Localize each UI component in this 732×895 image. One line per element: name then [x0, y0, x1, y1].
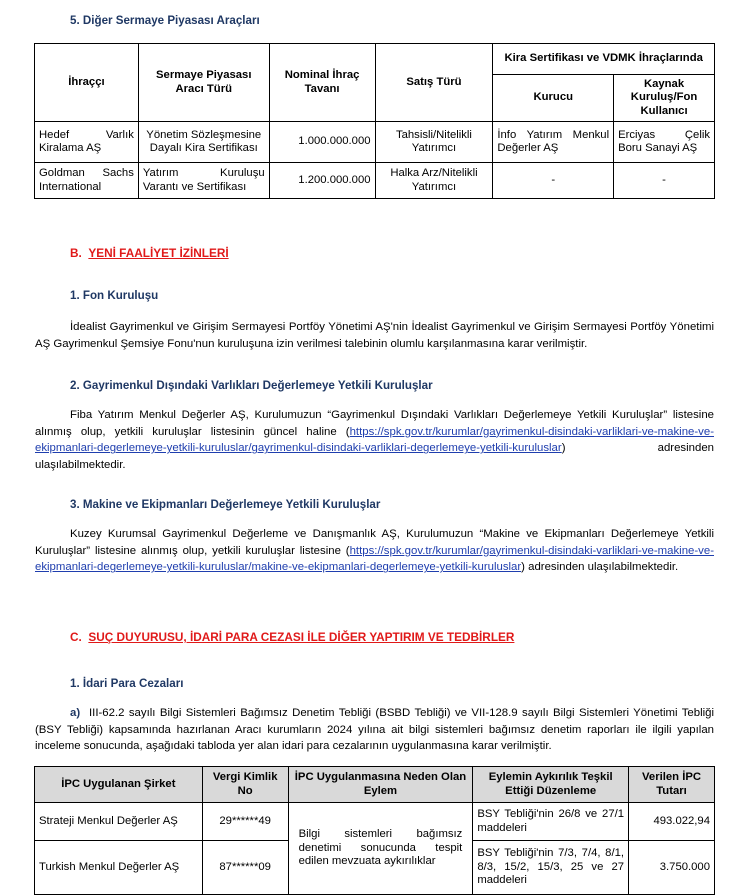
section-b-title: YENİ FAALİYET İZİNLERİ: [88, 246, 229, 260]
cell-instrument: Yönetim Sözleşmesine Dayalı Kira Sertifikası: [138, 122, 269, 163]
cell-founder: İnfo Yatırım Menkul Değerler AŞ: [493, 122, 614, 163]
header-group: Kira Sertifikası ve VDMK İhraçlarında: [493, 44, 715, 75]
cell-company: Strateji Menkul Değerler AŞ: [35, 803, 203, 841]
section-c-title: SUÇ DUYURUSU, İDARİ PARA CEZASI İLE DİĞER YAPTIRIM VE TEDBİRLER: [88, 630, 515, 644]
header-instrument: Sermaye Piyasası Aracı Türü: [138, 44, 269, 122]
cell-amount: 493.022,94: [629, 803, 715, 841]
cell-tax-id: 87******09: [202, 841, 288, 895]
header-amount: Verilen İPC Tutarı: [629, 767, 715, 803]
cell-amount: 3.750.000: [629, 841, 715, 895]
cell-ceiling: 1.000.000.000: [269, 122, 375, 163]
cell-founder: -: [493, 163, 614, 199]
cell-issuer: Goldman Sachs International: [35, 163, 139, 199]
cell-instrument: Yatırım Kuruluşu Varantı ve Sertifikası: [138, 163, 269, 199]
cell-tax-id: 29******49: [202, 803, 288, 841]
section-c-heading: [70, 630, 514, 644]
c1-label: a): [70, 707, 81, 719]
table-row: [35, 122, 715, 163]
cell-regulation: BSY Tebliği'nin 26/8 ve 27/1 maddeleri: [473, 803, 629, 841]
section-b-heading: [70, 246, 229, 260]
cell-sale-type: Halka Arz/Nitelikli Yatırımcı: [375, 163, 493, 199]
b3-paragraph: [35, 526, 714, 576]
b2-list-link[interactable]: https://spk.gov.tr/kurumlar/gayrimenkul-disindaki-varliklari-ve-makine-ve-ekipmanlari-degerlemeye-yetkili-kuruluslar/gayrimenkul-disindaki-varliklari-degerlemeye-yetkili-kuruluslar: [35, 425, 714, 455]
penalty-table: [34, 766, 715, 895]
cell-source: Erciyas Çelik Boru Sanayi AŞ: [614, 122, 715, 163]
cell-ceiling: 1.200.000.000: [269, 163, 375, 199]
b1-heading: 1. Fon Kuruluşu: [70, 289, 159, 302]
cell-company: Turkish Menkul Değerler AŞ: [35, 841, 203, 895]
header-ceiling: Nominal İhraç Tavanı: [269, 44, 375, 122]
b3-list-link[interactable]: https://spk.gov.tr/kurumlar/gayrimenkul-disindaki-varliklari-ve-makine-ve-ekipmanlari-degerlemeye-yetkili-kuruluslar/makine-ve-ekipmanlari-degerlemeye-yetkili-kuruluslar: [35, 544, 714, 574]
header-issuer: İhraççı: [35, 44, 139, 122]
b2-text-end: ) adresinden ulaşılabilmektedir.: [35, 442, 714, 472]
section-heading: 5. Diğer Sermaye Piyasası Araçları: [70, 14, 260, 27]
section-b-letter: B.: [70, 246, 82, 260]
header-tax-id: Vergi Kimlik No: [202, 767, 288, 803]
cell-sale-type: Tahsisli/Nitelikli Yatırımcı: [375, 122, 493, 163]
c1-heading: 1. İdari Para Cezaları: [70, 677, 184, 690]
capital-markets-table: [34, 43, 715, 199]
header-regulation: Eylemin Aykırılık Teşkil Ettiği Düzenleme: [473, 767, 629, 803]
cell-issuer: Hedef Varlık Kiralama AŞ: [35, 122, 139, 163]
b3-text: Kuzey Kurumsal Gayrimenkul Değerleme ve Danışmanlık AŞ, Kurulumuzun “Makine ve Ekipmanları Değerlemeye Yetkili Kuruluşlar” listesine alınmış olup, yetkili kuruluşlar listesine (: [35, 528, 714, 557]
table-row: [35, 803, 715, 841]
cell-regulation: BSY Tebliği'nin 7/3, 7/4, 8/1, 8/3, 15/2, 15/3, 25 ve 27 maddeleri: [473, 841, 629, 895]
b2-paragraph: [35, 407, 714, 474]
c1-text: III-62.2 sayılı Bilgi Sistemleri Bağımsız Denetim Tebliği (BSBD Tebliği) ve VII-128.9 sayılı Bilgi Sistemleri Yönetimi Tebliği (BSY Tebliği) kapsamında hazırlanan Aracı kurumların 2024 yılına ait bilgi sistemleri bağımsız denetim raporları ile ilgili yapılan inceleme sonucunda, aşağıdaki tabloda yer alan idari para cezalarının uygulanmasına karar verilmiştir.: [35, 707, 714, 753]
header-sale-type: Satış Türü: [375, 44, 493, 122]
cell-source: -: [614, 163, 715, 199]
section-c-letter: C.: [70, 630, 82, 644]
table-row: [35, 163, 715, 199]
b3-text-end: ) adresinden ulaşılabilmektedir.: [521, 561, 679, 574]
c1-paragraph: [35, 705, 714, 755]
header-founder: Kurucu: [493, 75, 614, 122]
header-action: İPC Uygulanmasına Neden Olan Eylem: [288, 767, 473, 803]
b3-heading: 3. Makine ve Ekipmanları Değerlemeye Yetkili Kuruluşlar: [70, 498, 381, 511]
header-company: İPC Uygulanan Şirket: [35, 767, 203, 803]
cell-action: Bilgi sistemleri bağımsız denetimi sonucunda tespit edilen mevzuata aykırılıklar: [288, 803, 473, 895]
b1-paragraph: İdealist Gayrimenkul ve Girişim Sermayesi Portföy Yönetimi AŞ'nin İdealist Gayrimenkul ve Girişim Sermayesi Portföy Yönetimi AŞ Gayrimenkul Şemsiye Fonu'nun kuruluşuna izin verilmesi talebinin olumlu karşılanmasına karar verilmiştir.: [35, 321, 714, 350]
header-source: Kaynak Kuruluş/Fon Kullanıcı: [614, 75, 715, 122]
b2-text: Fiba Yatırım Menkul Değerler AŞ, Kurulumuzun “Gayrimenkul Dışındaki Varlıkları Değerlemeye Yetkili Kuruluşlar” listesine alınmış olup, yetkili kuruluşlar listesinin güncel haline (: [35, 409, 714, 438]
b2-heading: 2. Gayrimenkul Dışındaki Varlıkları Değerlemeye Yetkili Kuruluşlar: [70, 379, 433, 392]
